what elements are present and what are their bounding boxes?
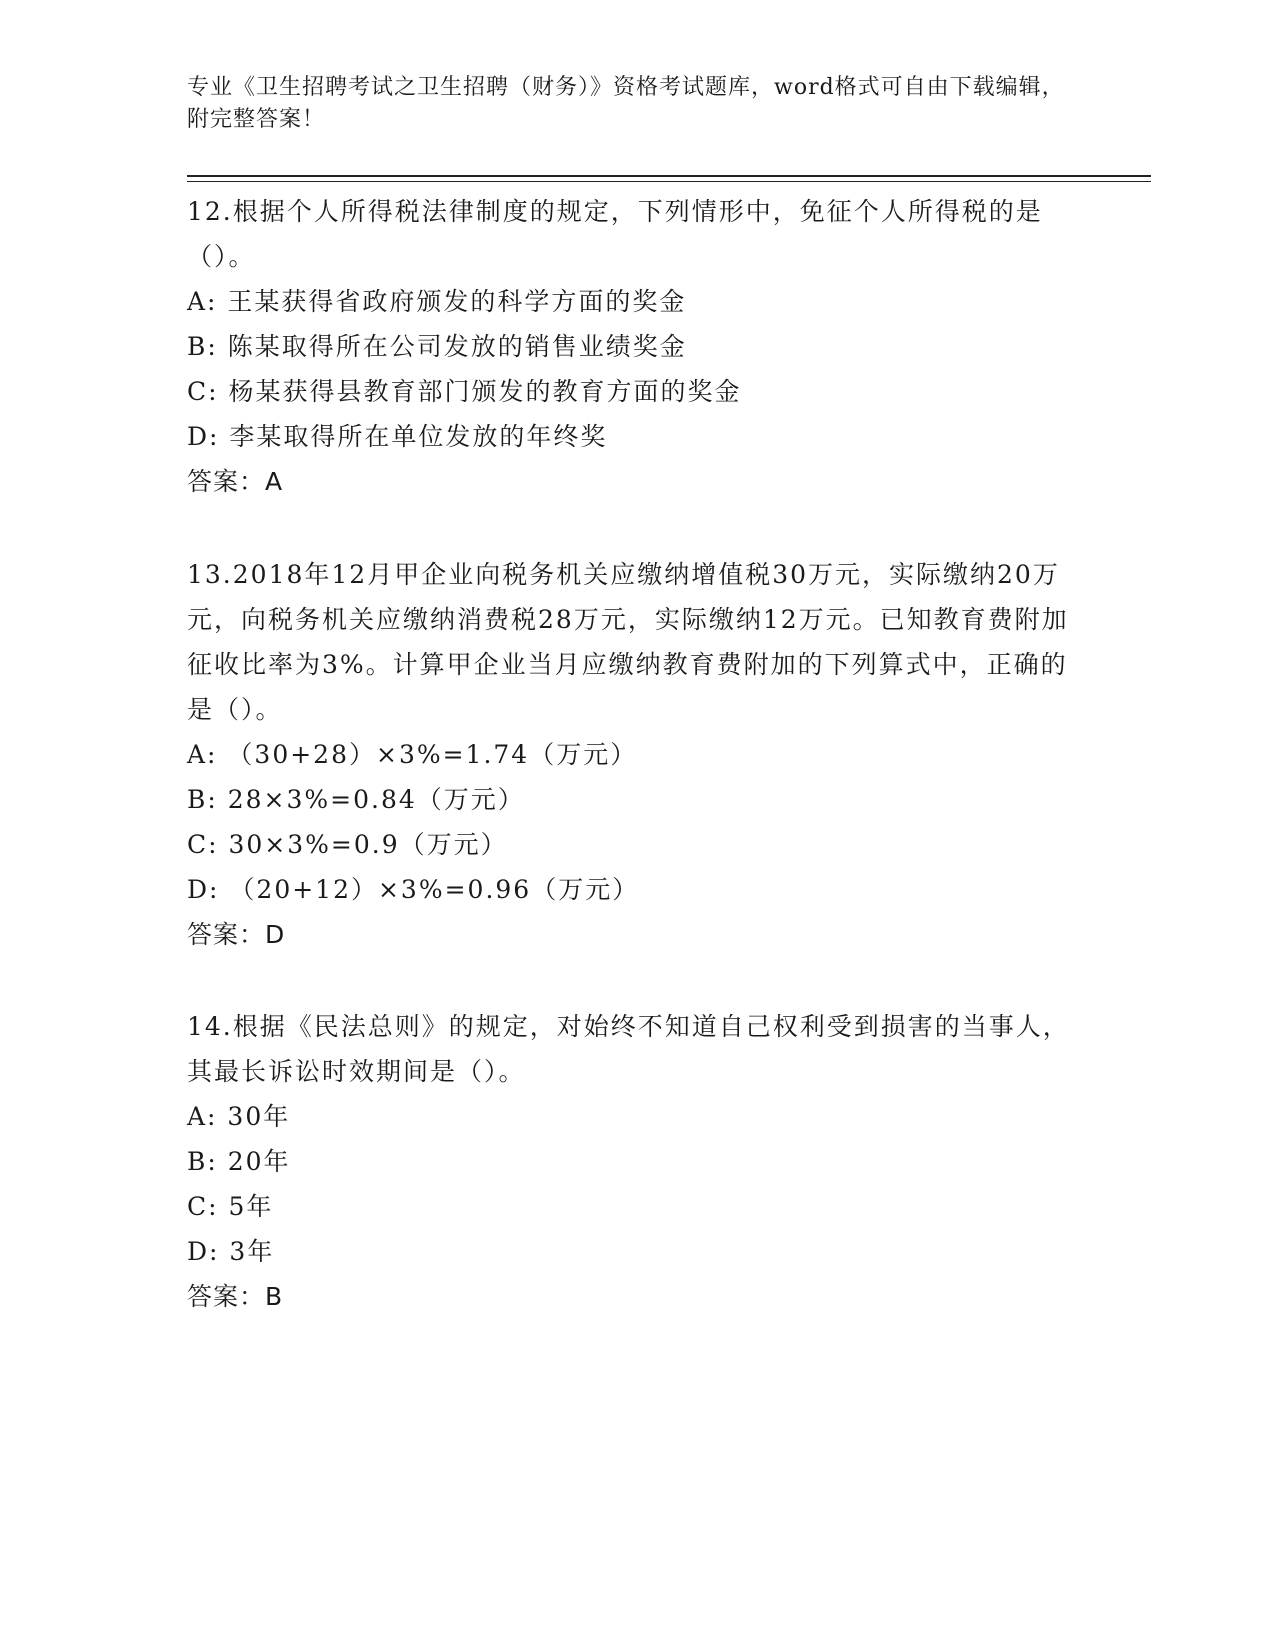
- question-text: 12.根据个人所得税法律制度的规定，下列情形中，免征个人所得税的是（）。: [187, 197, 1043, 271]
- option-b: B: 陈某取得所在公司发放的销售业绩奖金: [187, 332, 687, 361]
- option-d: D: 李某取得所在单位发放的年终奖: [187, 422, 608, 451]
- header-divider-thin: [187, 181, 1151, 182]
- option-c: C: 30×3%=0.9（万元）: [187, 830, 508, 859]
- question-text: 14.根据《民法总则》的规定，对始终不知道自己权利受到损害的当事人，其最长诉讼时效期间是（）。: [187, 1012, 1070, 1086]
- option-b: B: 28×3%=0.84（万元）: [187, 785, 525, 814]
- question-13: [187, 552, 1072, 957]
- question-14: [187, 1004, 1072, 1319]
- answer-line: 答案：A: [187, 467, 284, 496]
- header-divider-thick: [187, 175, 1151, 177]
- answer-line: 答案：D: [187, 920, 286, 949]
- answer-line: 答案：B: [187, 1282, 284, 1311]
- question-text: 13.2018年12月甲企业向税务机关应缴纳增值税30万元，实际缴纳20万元，向税务机关应缴纳消费税28万元，实际缴纳12万元。已知教育费附加征收比率为3%。计算甲企业当月应缴纳教育费附加的下列算式中，正确的是（）。: [187, 560, 1069, 724]
- document-header: 专业《卫生招聘考试之卫生招聘（财务）》资格考试题库，word格式可自由下载编辑，附完整答案！: [187, 75, 1065, 132]
- option-a: A: 王某获得省政府颁发的科学方面的奖金: [187, 287, 687, 316]
- question-12: [187, 189, 1072, 504]
- option-c: C: 杨某获得县教育部门颁发的教育方面的奖金: [187, 377, 742, 406]
- option-c: C: 5年: [187, 1192, 274, 1221]
- option-a: A: （30+28）×3%=1.74（万元）: [187, 740, 638, 769]
- option-a: A: 30年: [187, 1102, 291, 1131]
- option-d: D: 3年: [187, 1237, 275, 1266]
- option-d: D: （20+12）×3%=0.96（万元）: [187, 875, 640, 904]
- option-b: B: 20年: [187, 1147, 291, 1176]
